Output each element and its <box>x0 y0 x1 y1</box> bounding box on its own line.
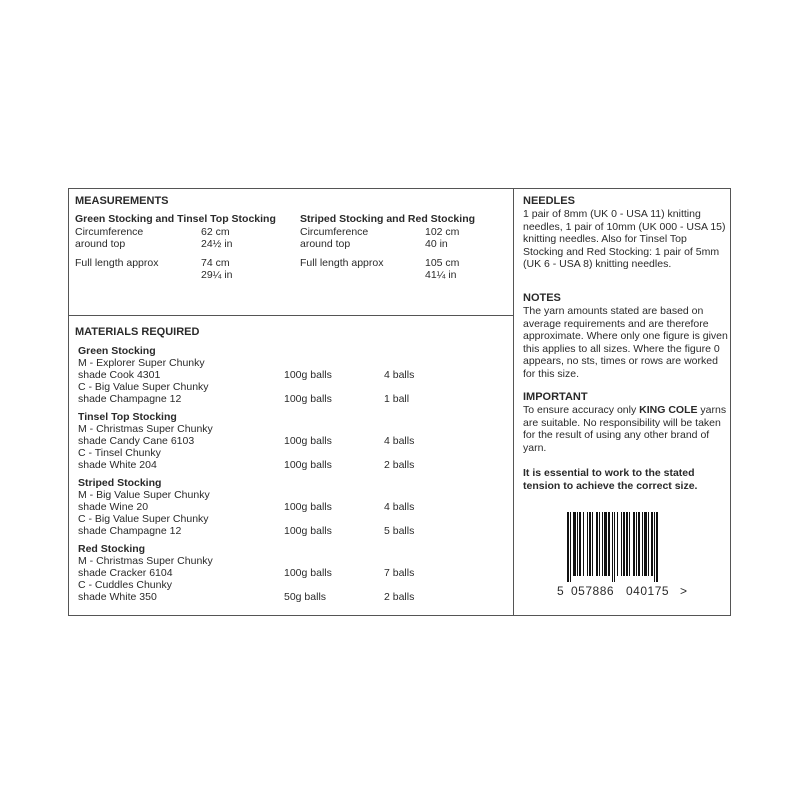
group1-circ-label: Circumference <box>75 226 144 238</box>
ball-size: 100g balls <box>284 525 332 537</box>
column-divider <box>513 188 514 616</box>
item-line: M - Christmas Super Chunky <box>78 555 213 567</box>
item-line: shade Wine 20 <box>78 501 149 513</box>
barcode-bar <box>614 512 615 582</box>
barcode-bar <box>621 512 622 576</box>
barcode-bar <box>573 512 576 576</box>
item-line: C - Big Value Super Chunky <box>78 381 209 393</box>
barcode-bar <box>612 512 613 582</box>
group1-len-in: 29¼ in <box>201 269 233 281</box>
ball-qty: 2 balls <box>384 459 415 471</box>
item-line: shade White 350 <box>78 591 157 603</box>
barcode-end-mark: > <box>680 584 688 598</box>
ball-size: 100g balls <box>284 501 332 513</box>
ball-qty: 7 balls <box>384 567 415 579</box>
barcode-bar <box>577 512 578 576</box>
group2-circ-label: Circumference <box>300 226 369 238</box>
ball-qty: 4 balls <box>384 501 415 513</box>
group1-len-label: Full length approx <box>75 257 159 269</box>
needles-heading: NEEDLES <box>523 195 575 207</box>
barcode-bar <box>623 512 625 576</box>
tension-note: It is essential to work to the stated tension to achieve the correct size. <box>523 467 698 492</box>
item-line: shade Champagne 12 <box>78 525 182 537</box>
item-name-green: Green Stocking <box>78 345 156 357</box>
group2-circ-label2: around top <box>300 238 351 250</box>
materials-heading: MATERIALS REQUIRED <box>75 326 200 338</box>
item-name-red: Red Stocking <box>78 543 146 555</box>
group2-circ-cm: 102 cm <box>425 226 460 238</box>
barcode-bar <box>589 512 591 576</box>
barcode-bar <box>592 512 593 576</box>
barcode-bar <box>644 512 647 576</box>
barcode-bar <box>626 512 628 576</box>
barcode-first-digit: 5 <box>557 584 565 598</box>
barcode-bar <box>596 512 598 576</box>
group1-len-cm: 74 cm <box>201 257 230 269</box>
item-line: shade Candy Cane 6103 <box>78 435 195 447</box>
barcode-bar <box>642 512 643 576</box>
item-line: shade Champagne 12 <box>78 393 182 405</box>
needles-text: 1 pair of 8mm (UK 0 - USA 11) knitting needles, 1 pair of 10mm (UK 000 - USA 15) knitting needles. Also for Tinsel Top Stocking and Red Stocking: 1 pair of 5mm (UK 6 - USA 8) knitting needles. <box>523 208 726 271</box>
barcode-bar <box>567 512 569 582</box>
barcode-bar <box>579 512 581 576</box>
item-line: C - Cuddles Chunky <box>78 579 172 591</box>
barcode-bar <box>651 512 653 576</box>
item-name-striped: Striped Stocking <box>78 477 162 489</box>
item-line: shade Cracker 6104 <box>78 567 173 579</box>
barcode-bar <box>583 512 584 576</box>
brand-name: KING COLE <box>639 404 698 416</box>
important-heading: IMPORTANT <box>523 391 588 403</box>
ball-qty: 4 balls <box>384 435 415 447</box>
ball-size: 100g balls <box>284 393 332 405</box>
barcode-bar <box>636 512 637 576</box>
barcode-bar <box>629 512 630 576</box>
barcode-bar <box>608 512 610 576</box>
notes-heading: NOTES <box>523 292 561 304</box>
group2-title: Striped Stocking and Red Stocking <box>300 213 476 225</box>
group2-len-label: Full length approx <box>300 257 384 269</box>
group2-len-cm: 105 cm <box>425 257 460 269</box>
barcode-bar <box>602 512 603 576</box>
barcode-bar <box>633 512 635 576</box>
item-line: M - Big Value Super Chunky <box>78 489 210 501</box>
notes-text: The yarn amounts stated are based on average requirements and are therefore approximate. Where only one figure is given this applies to all sizes. Where the figure 0 appears, no sts, times or rows are worked for this size. <box>523 305 728 380</box>
ball-size: 100g balls <box>284 369 332 381</box>
barcode-bar <box>656 512 658 582</box>
group1-circ-label2: around top <box>75 238 126 250</box>
item-line: M - Explorer Super Chunky <box>78 357 205 369</box>
item-line: shade Cook 4301 <box>78 369 161 381</box>
barcode-bar <box>617 512 618 576</box>
ball-size: 100g balls <box>284 459 332 471</box>
ball-size: 50g balls <box>284 591 327 603</box>
group2-circ-in: 40 in <box>425 238 448 250</box>
barcode-bar <box>654 512 655 582</box>
barcode-bar <box>648 512 649 576</box>
barcode-bar <box>599 512 600 576</box>
item-line: C - Big Value Super Chunky <box>78 513 209 525</box>
important-text: To ensure accuracy only KING COLE yarns are suitable. No responsibility will be taken for the result of using any other brand of yarn. <box>523 404 727 454</box>
item-line: C - Tinsel Chunky <box>78 447 161 459</box>
group1-title: Green Stocking and Tinsel Top Stocking <box>75 213 276 225</box>
group1-circ-cm: 62 cm <box>201 226 230 238</box>
ball-qty: 2 balls <box>384 591 415 603</box>
item-name-tinsel: Tinsel Top Stocking <box>78 411 177 423</box>
ball-qty: 4 balls <box>384 369 415 381</box>
item-line: M - Christmas Super Chunky <box>78 423 213 435</box>
barcode-bar <box>570 512 571 582</box>
group1-circ-in: 24½ in <box>201 238 233 250</box>
ball-size: 100g balls <box>284 567 332 579</box>
ball-size: 100g balls <box>284 435 332 447</box>
barcode-right-group: 040175 <box>626 584 670 598</box>
measurements-heading: MEASUREMENTS <box>75 195 169 207</box>
section-divider <box>68 315 514 316</box>
barcode-bar <box>638 512 640 576</box>
ball-qty: 1 ball <box>384 393 410 405</box>
item-line: shade White 204 <box>78 459 157 471</box>
barcode <box>567 512 687 582</box>
barcode-bar <box>604 512 607 576</box>
group2-len-in: 41¼ in <box>425 269 457 281</box>
ball-qty: 5 balls <box>384 525 415 537</box>
barcode-bar <box>587 512 588 576</box>
barcode-left-group: 057886 <box>571 584 615 598</box>
